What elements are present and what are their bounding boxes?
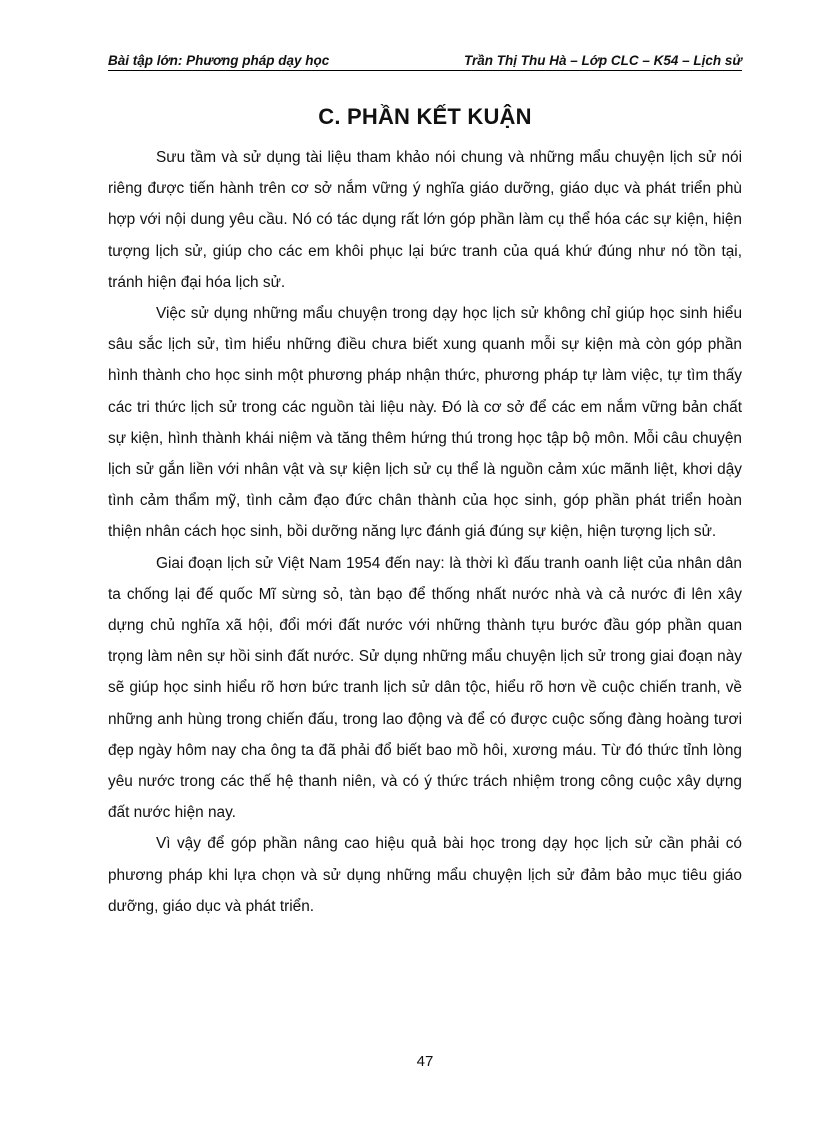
paragraph-1: Sưu tầm và sử dụng tài liệu tham khảo nói chung và những mẩu chuyện lịch sử nói riêng được tiến hành trên cơ sở nắm vững ý nghĩa giáo dưỡng, giáo dục và phát triển phù hợp với nội dung yêu cầu. Nó có tác dụng rất lớn góp phần làm cụ thể hóa các sự kiện, hiện tượng lịch sử, giúp cho các em khôi phục lại bức tranh của quá khứ đúng như nó tồn tại, tránh hiện đại hóa lịch sử.: [108, 149, 742, 291]
section-title: C. PHẦN KẾT KUẬN: [318, 104, 532, 129]
page-number: 47: [416, 1053, 434, 1070]
header-course-title: Bài tập lớn: Phương pháp dạy học: [108, 53, 330, 68]
paragraph-3: Giai đoạn lịch sử Việt Nam 1954 đến nay: là thời kì đấu tranh oanh liệt của nhân dân ta chống lại đế quốc Mĩ sừng sỏ, tàn bạo để thống nhất nước nhà và cả nước đi lên xây dựng chủ nghĩa xã hội, đổi mới đất nước với những thành tựu bước đầu góp phần quan trọng làm nên sự hồi sinh đất nước. Sử dụng những mẩu chuyện lịch sử trong giai đoạn này sẽ giúp học sinh hiểu rõ hơn bức tranh lịch sử dân tộc, hiểu rõ hơn về cuộc chiến tranh, về những anh hùng trong chiến đấu, trong lao động và để có được cuộc sống đàng hoàng tươi đẹp ngày hôm nay cha ông ta đã phải đổ biết bao mồ hôi, xương máu. Từ đó thức tỉnh lòng yêu nước trong các thế hệ thanh niên, và có ý thức trách nhiệm trong công cuộc xây dựng đất nước hiện nay.: [108, 554, 742, 822]
page-header: [108, 52, 742, 71]
header-author-info: Trần Thị Thu Hà – Lớp CLC – K54 – Lịch sử: [464, 53, 742, 68]
paragraph-4: Vì vậy để góp phần nâng cao hiệu quả bài học trong dạy học lịch sử cần phải có phương pháp khi lựa chọn và sử dụng những mẩu chuyện lịch sử đảm bảo mục tiêu giáo dưỡng, giáo dục và phát triển.: [108, 835, 742, 915]
body-text: [108, 142, 742, 922]
paragraph-2: Việc sử dụng những mẩu chuyện trong dạy học lịch sử không chỉ giúp học sinh hiểu sâu sắc lịch sử, tìm hiểu những điều chưa biết xung quanh mỗi sự kiện mà còn góp phần hình thành cho học sinh một phương pháp nhận thức, phương pháp tự làm việc, tự tìm thấy các tri thức lịch sử trong các nguồn tài liệu này. Đó là cơ sở để các em nắm vững bản chất sự kiện, hình thành khái niệm và tăng thêm hứng thú trong học tập bộ môn. Mỗi câu chuyện lịch sử gắn liền với nhân vật và sự kiện lịch sử cụ thể là nguồn cảm xúc mãnh liệt, khơi dậy tình cảm thẩm mỹ, tình cảm đạo đức chân thành của học sinh, góp phần phát triển hoàn thiện nhân cách học sinh, bồi dưỡng năng lực đánh giá đúng sự kiện, hiện tượng lịch sử.: [108, 305, 742, 541]
